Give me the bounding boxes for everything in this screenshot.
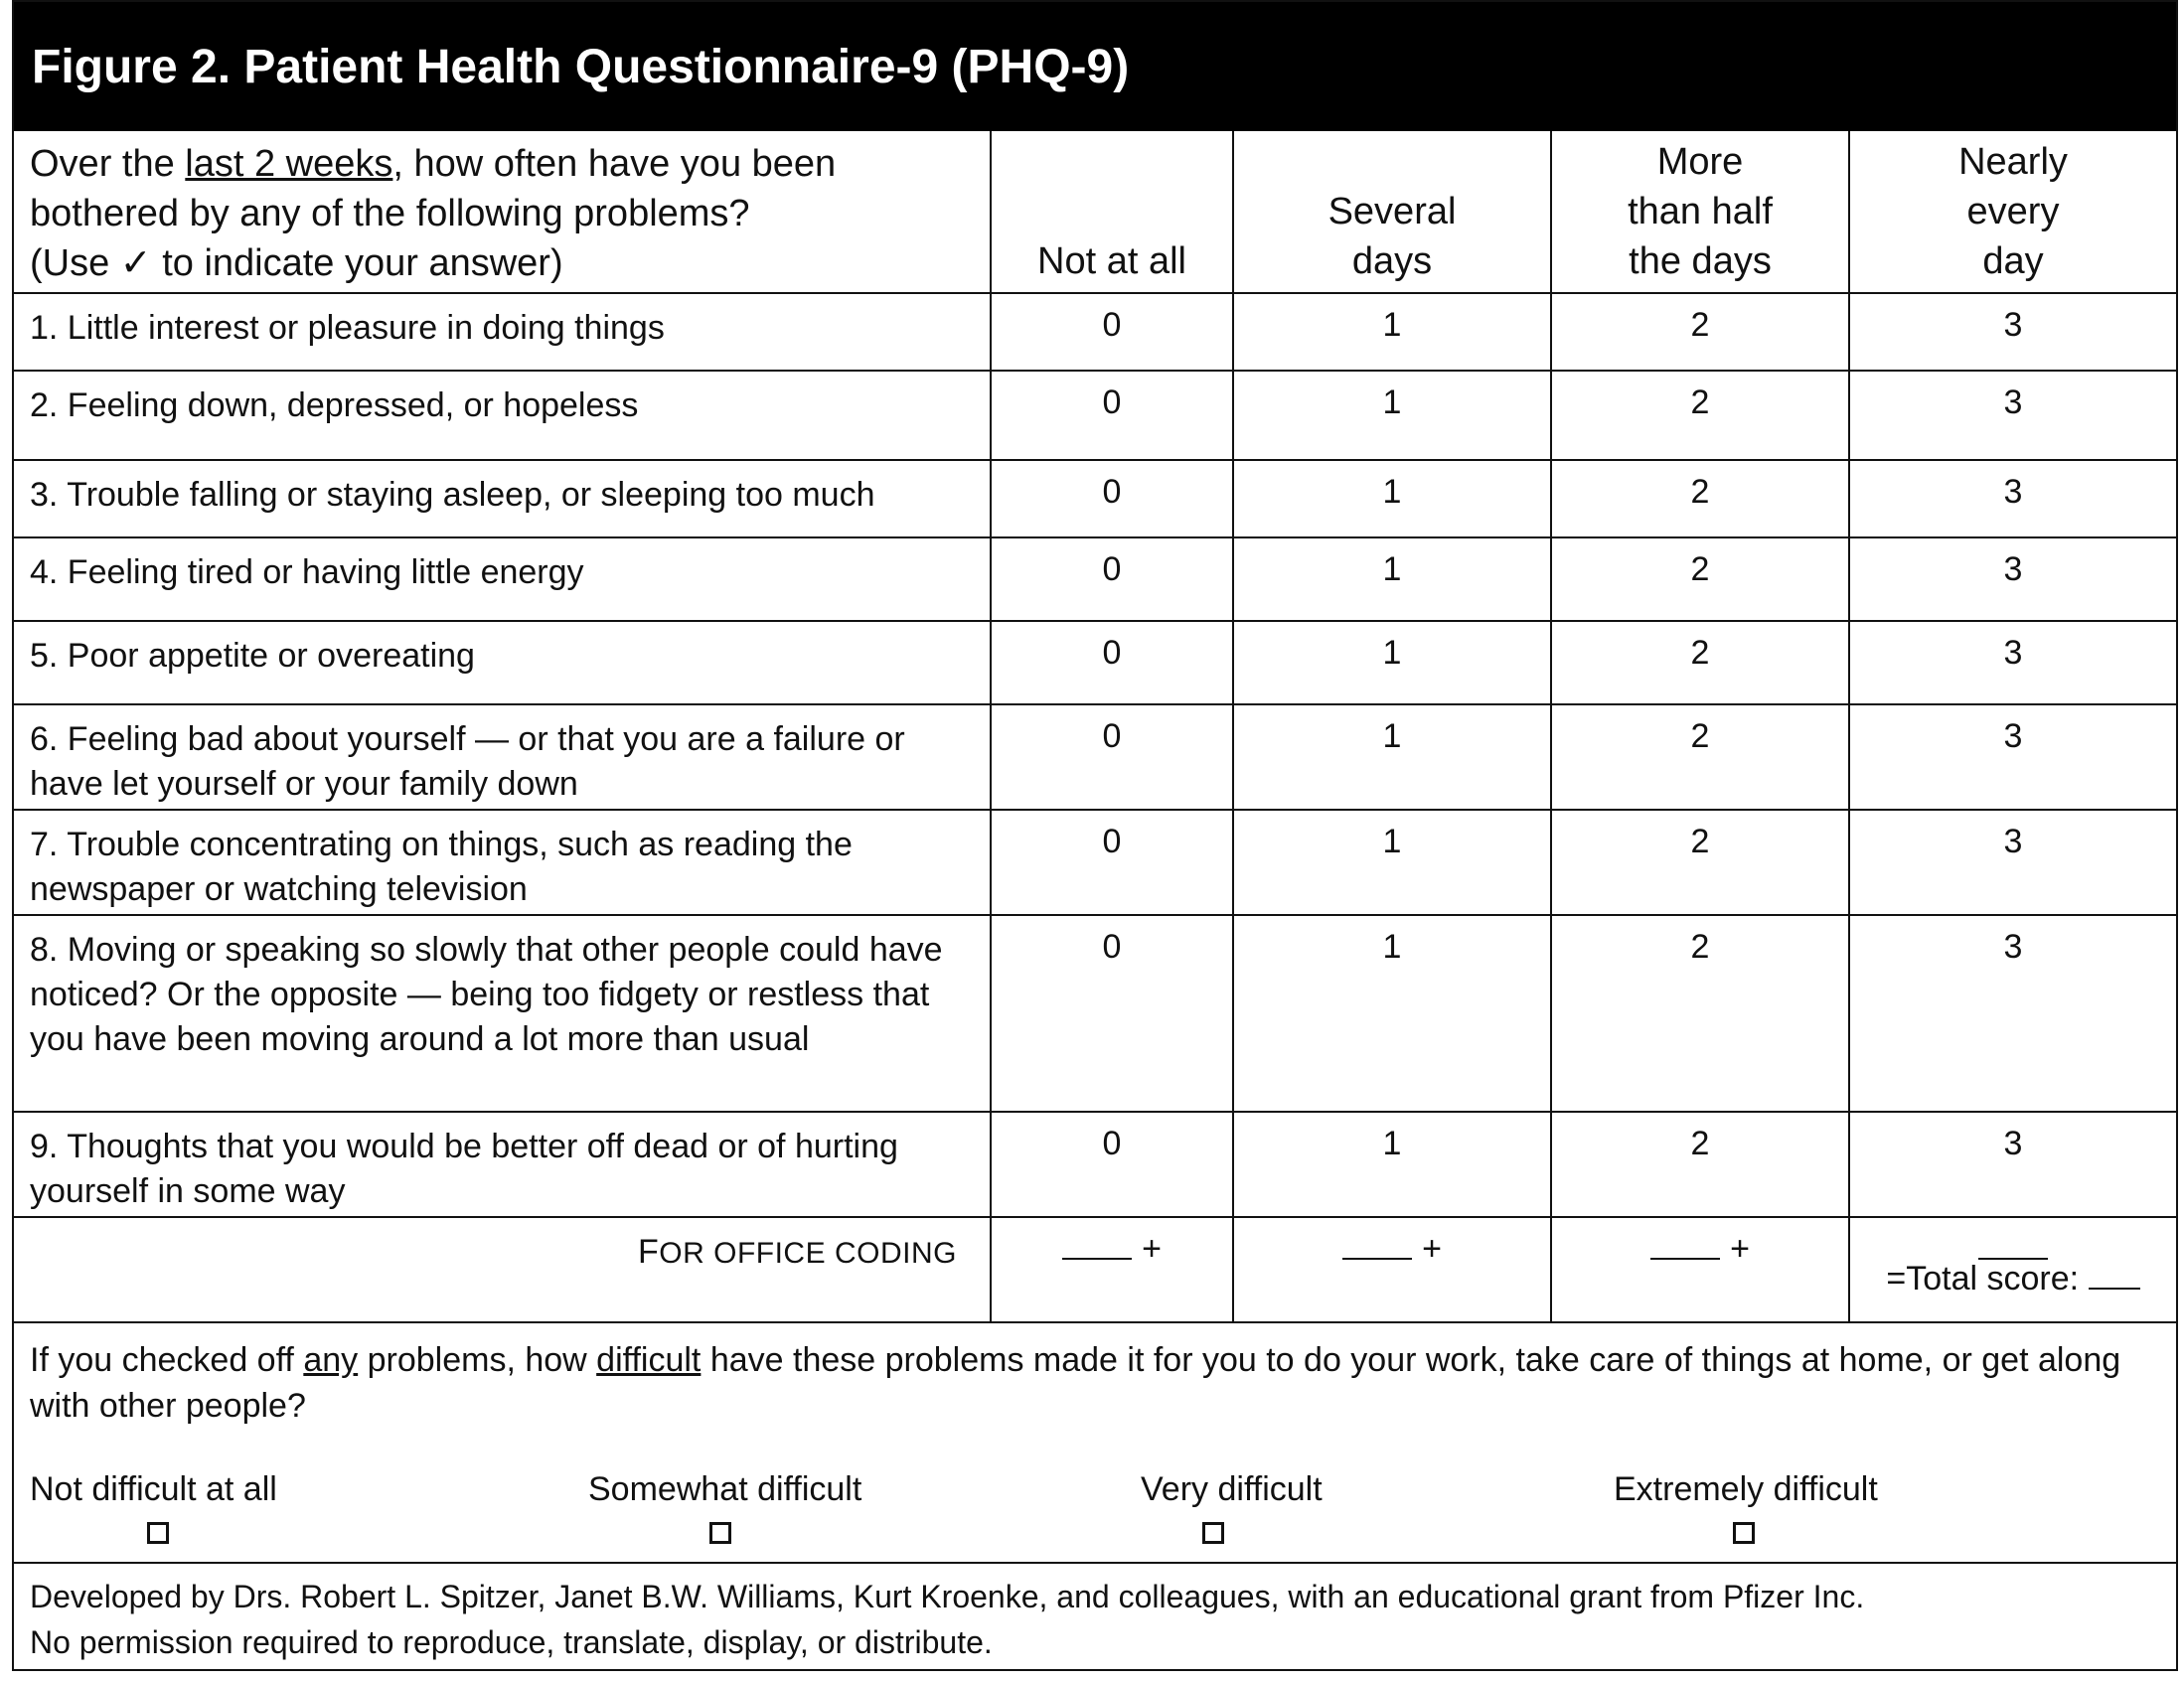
score-option[interactable]: 1 xyxy=(1232,705,1550,809)
score-option[interactable]: 1 xyxy=(1232,811,1550,914)
checkbox-extremely-difficult[interactable] xyxy=(1733,1522,1755,1544)
phq9-form xyxy=(12,0,2178,1671)
subtotal-blank[interactable] xyxy=(1062,1258,1132,1260)
item-text: 8. Moving or speaking so slowly that other people could have noticed? Or the opposite — being too fidgety or restless that you have been moving around a lot more than usual xyxy=(30,931,943,1058)
plus-sign: + xyxy=(1730,1230,1750,1268)
office-coding-cell xyxy=(14,1218,990,1321)
score-option[interactable]: 1 xyxy=(1232,916,1550,1111)
credit-section xyxy=(14,1564,2176,1669)
score-option[interactable]: 2 xyxy=(1550,622,1848,703)
table-row xyxy=(14,705,2176,811)
score-option[interactable]: 0 xyxy=(990,1113,1232,1216)
instructions-cell xyxy=(14,131,990,292)
score-option[interactable]: 2 xyxy=(1550,1113,1848,1216)
score-option[interactable]: 3 xyxy=(1848,705,2176,809)
score-option[interactable]: 0 xyxy=(990,705,1232,809)
score-option[interactable]: 3 xyxy=(1848,916,2176,1111)
score-option[interactable]: 1 xyxy=(1232,461,1550,536)
instructions-text: Over the xyxy=(30,143,186,185)
table-row xyxy=(14,372,2176,461)
column-subtotal[interactable] xyxy=(1232,1218,1550,1321)
column-subtotal[interactable] xyxy=(1550,1218,1848,1321)
score-option[interactable]: 1 xyxy=(1232,1113,1550,1216)
checkmark-icon: ✓ xyxy=(119,242,152,284)
checkbox-very-difficult[interactable] xyxy=(1202,1522,1224,1544)
column-header-label: day xyxy=(1982,240,2044,282)
plus-sign: + xyxy=(1422,1230,1442,1268)
column-header-more-than-half xyxy=(1550,131,1848,292)
score-option[interactable]: 1 xyxy=(1232,372,1550,459)
score-option[interactable]: 0 xyxy=(990,538,1232,620)
table-header-row xyxy=(14,131,2176,294)
credit-line: Developed by Drs. Robert L. Spitzer, Janet B.W. Williams, Kurt Kroenke, and colleagues, with an educational grant from Pfizer Inc. xyxy=(30,1579,1865,1614)
score-option[interactable]: 3 xyxy=(1848,538,2176,620)
instructions-text: (Use xyxy=(30,242,120,284)
column-header-not-at-all xyxy=(990,131,1232,292)
column-header-label: More xyxy=(1656,141,1744,183)
column-header-several-days xyxy=(1232,131,1550,292)
column-header-label: the days xyxy=(1629,240,1772,282)
score-option[interactable]: 3 xyxy=(1848,294,2176,370)
option-label-somewhat-difficult: Somewhat difficult xyxy=(588,1470,862,1508)
item-text: 2. Feeling down, depressed, or hopeless xyxy=(30,386,639,424)
table-row xyxy=(14,461,2176,538)
office-coding-row xyxy=(14,1218,2176,1323)
column-header-nearly-every-day xyxy=(1848,131,2176,292)
subtotal-blank[interactable] xyxy=(1342,1258,1412,1260)
column-header-label: Several xyxy=(1327,191,1457,232)
score-option[interactable]: 3 xyxy=(1848,622,2176,703)
table-row xyxy=(14,538,2176,622)
office-coding-label xyxy=(638,1230,957,1276)
score-option[interactable]: 0 xyxy=(990,372,1232,459)
instructions-text: bothered by any of the following problems? xyxy=(30,193,750,234)
difficulty-question-text: have these problems made it for you to do your work, take care of things at home, or get along with other people? xyxy=(30,1341,2121,1425)
item-text: 9. Thoughts that you would be better off dead or of hurting yourself in some way xyxy=(30,1128,898,1210)
difficulty-question-text: problems, how xyxy=(358,1341,597,1379)
total-score-line xyxy=(1850,1260,2176,1299)
score-option[interactable]: 3 xyxy=(1848,372,2176,459)
office-coding-label-initial: F xyxy=(638,1233,660,1271)
column-subtotal[interactable] xyxy=(990,1218,1232,1321)
score-option[interactable]: 2 xyxy=(1550,916,1848,1111)
score-option[interactable]: 2 xyxy=(1550,372,1848,459)
column-header-label: than half xyxy=(1628,191,1773,232)
checkbox-somewhat-difficult[interactable] xyxy=(709,1522,731,1544)
score-option[interactable]: 0 xyxy=(990,811,1232,914)
score-option[interactable]: 3 xyxy=(1848,461,2176,536)
credit-text xyxy=(30,1574,1864,1665)
column-header-label: Nearly xyxy=(1958,141,2068,183)
difficulty-question-emphasis: any xyxy=(303,1341,359,1379)
item-text: 4. Feeling tired or having little energy xyxy=(30,553,584,591)
subtotal-blank[interactable] xyxy=(1650,1258,1720,1260)
score-option[interactable]: 2 xyxy=(1550,538,1848,620)
score-option[interactable]: 2 xyxy=(1550,811,1848,914)
column-header-label: days xyxy=(1351,240,1433,282)
plus-sign: + xyxy=(1142,1230,1162,1268)
score-option[interactable]: 0 xyxy=(990,916,1232,1111)
office-coding-label-rest: OR OFFICE CODING xyxy=(659,1237,957,1270)
item-text: 1. Little interest or pleasure in doing things xyxy=(30,309,665,347)
difficulty-question-text: If you checked off xyxy=(30,1341,304,1379)
column-header-label: every xyxy=(1966,191,2060,232)
column-header-label: Not at all xyxy=(1037,240,1186,282)
option-label-very-difficult: Very difficult xyxy=(1141,1470,1323,1508)
item-text: 6. Feeling bad about yourself — or that you are a failure or have let yourself or your family down xyxy=(30,720,905,803)
score-option[interactable]: 2 xyxy=(1550,294,1848,370)
score-option[interactable]: 2 xyxy=(1550,705,1848,809)
score-option[interactable]: 0 xyxy=(990,461,1232,536)
score-option[interactable]: 1 xyxy=(1232,538,1550,620)
total-score-label: =Total score: xyxy=(1886,1260,2080,1298)
difficulty-section xyxy=(14,1323,2176,1564)
checkbox-not-difficult[interactable] xyxy=(147,1522,169,1544)
score-option[interactable]: 1 xyxy=(1232,622,1550,703)
total-score-blank[interactable] xyxy=(2089,1288,2140,1290)
instructions-text: , how often have you been xyxy=(392,143,837,185)
score-option[interactable]: 0 xyxy=(990,294,1232,370)
option-label-not-difficult: Not difficult at all xyxy=(30,1470,277,1508)
difficulty-question-emphasis: difficult xyxy=(596,1341,702,1379)
credit-line: No permission required to reproduce, translate, display, or distribute. xyxy=(30,1624,993,1660)
score-option[interactable]: 0 xyxy=(990,622,1232,703)
score-option[interactable]: 3 xyxy=(1848,811,2176,914)
score-option[interactable]: 3 xyxy=(1848,1113,2176,1216)
table-row xyxy=(14,622,2176,705)
instructions-emphasis: last 2 weeks xyxy=(185,143,393,185)
table-row xyxy=(14,916,2176,1113)
table-row xyxy=(14,1113,2176,1218)
column-subtotal[interactable] xyxy=(1848,1218,2176,1321)
score-option[interactable]: 2 xyxy=(1550,461,1848,536)
item-text: 7. Trouble concentrating on things, such as reading the newspaper or watching television xyxy=(30,826,853,908)
score-option[interactable]: 1 xyxy=(1232,294,1550,370)
item-text: 5. Poor appetite or overeating xyxy=(30,637,475,675)
item-text: 3. Trouble falling or staying asleep, or sleeping too much xyxy=(30,476,875,514)
table-row xyxy=(14,294,2176,372)
form-title: Figure 2. Patient Health Questionnaire-9 (PHQ-9) xyxy=(32,40,1130,93)
table-row xyxy=(14,811,2176,916)
instructions-text: to indicate your answer) xyxy=(151,242,563,284)
option-label-extremely-difficult: Extremely difficult xyxy=(1614,1470,1878,1508)
difficulty-question xyxy=(30,1337,2156,1429)
form-title-bar xyxy=(14,2,2176,131)
